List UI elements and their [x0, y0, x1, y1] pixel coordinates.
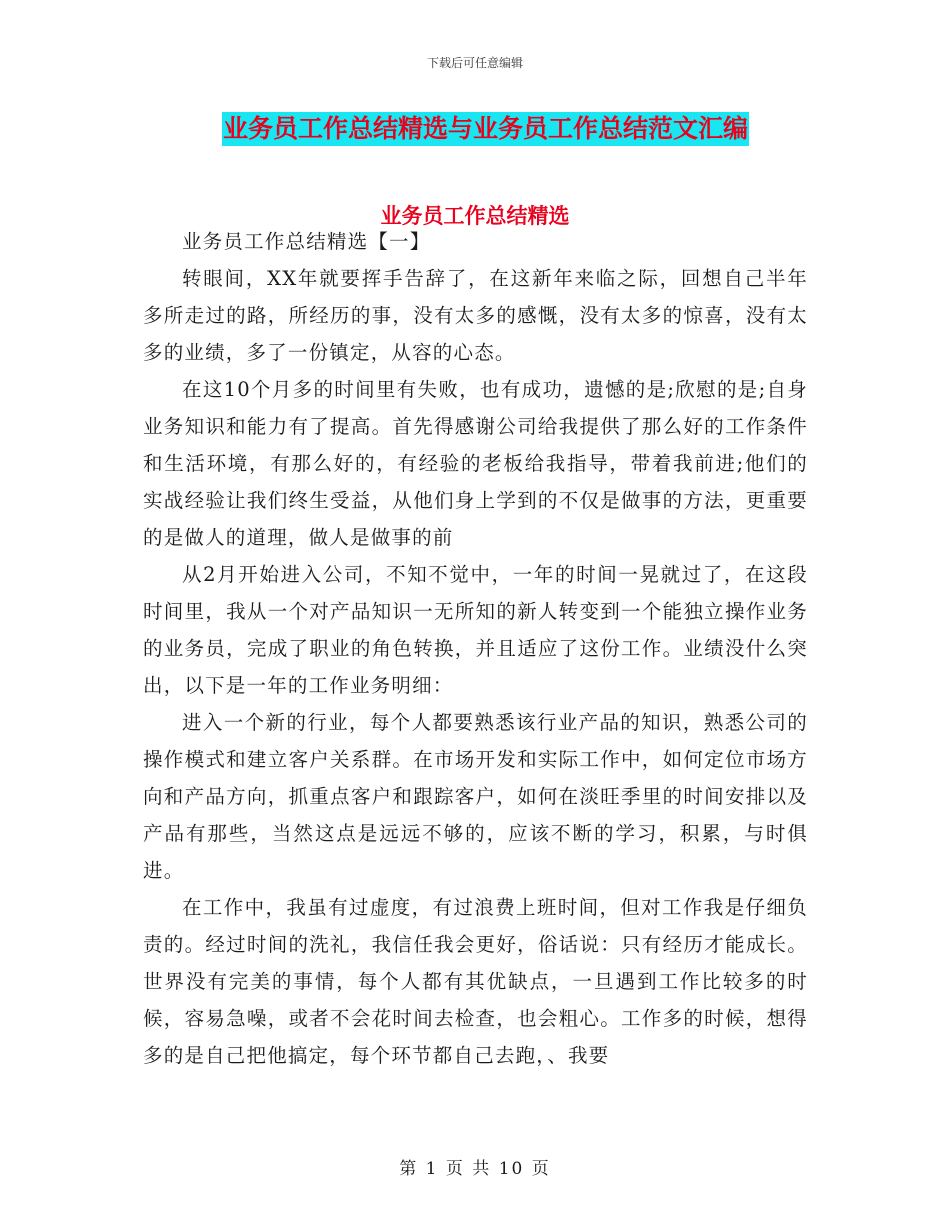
- document-title: 业务员工作总结精选与业务员工作总结范文汇编: [222, 112, 749, 146]
- header-note: 下载后可任意编辑: [426, 56, 523, 70]
- page-footer: 第 1 页 共 10 页: [399, 1159, 551, 1179]
- paragraph: 从2月开始进入公司，不知不觉中，一年的时间一晃就过了，在这段时间里，我从一个对产品知识一无所知的新人转变到一个能独立操作业务的业务员，完成了职业的角色转换，并且适应了这份工作。业绩没什么突出，以下是一年的工作业务明细：: [143, 563, 808, 697]
- paragraph: 在工作中，我虽有过虚度，有过浪费上班时间，但对工作我是仔细负责的。经过时间的洗礼，我信任我会更好，俗话说：只有经历才能成长。世界没有完美的事情，每个人都有其优缺点，一旦遇到工作比较多的时候，容易急噪，或者不会花时间去检查，也会粗心。工作多的时候，想得多的是自己把他搞定，每个环节都自己去跑，、我要: [143, 896, 808, 1067]
- paragraph: 进入一个新的行业，每个人都要熟悉该行业产品的知识，熟悉公司的操作模式和建立客户关系群。在市场开发和实际工作中，如何定位市场方向和产品方向，抓重点客户和跟踪客户，如何在淡旺季里的时间安排以及产品有那些，当然这点是远远不够的，应该不断的学习，积累，与时俱进。: [143, 711, 808, 882]
- section-title: 业务员工作总结精选: [380, 204, 570, 228]
- paragraph-heading: 业务员工作总结精选【一】: [182, 230, 431, 253]
- document-body: [143, 223, 808, 1074]
- paragraph: 转眼间，XX年就要挥手告辞了，在这新年来临之际，回想自己半年多所走过的路，所经历的事，没有太多的感慨，没有太多的惊喜，没有太多的业绩，多了一份镇定，从容的心态。: [143, 267, 808, 364]
- paragraph: 在这10个月多的时间里有失败，也有成功，遗憾的是;欣慰的是;自身业务知识和能力有了提高。首先得感谢公司给我提供了那么好的工作条件和生活环境，有那么好的，有经验的老板给我指导，带着我前进;他们的实战经验让我们终生受益，从他们身上学到的不仅是做事的方法，更重要的是做人的道理，做人是做事的前: [143, 378, 808, 549]
